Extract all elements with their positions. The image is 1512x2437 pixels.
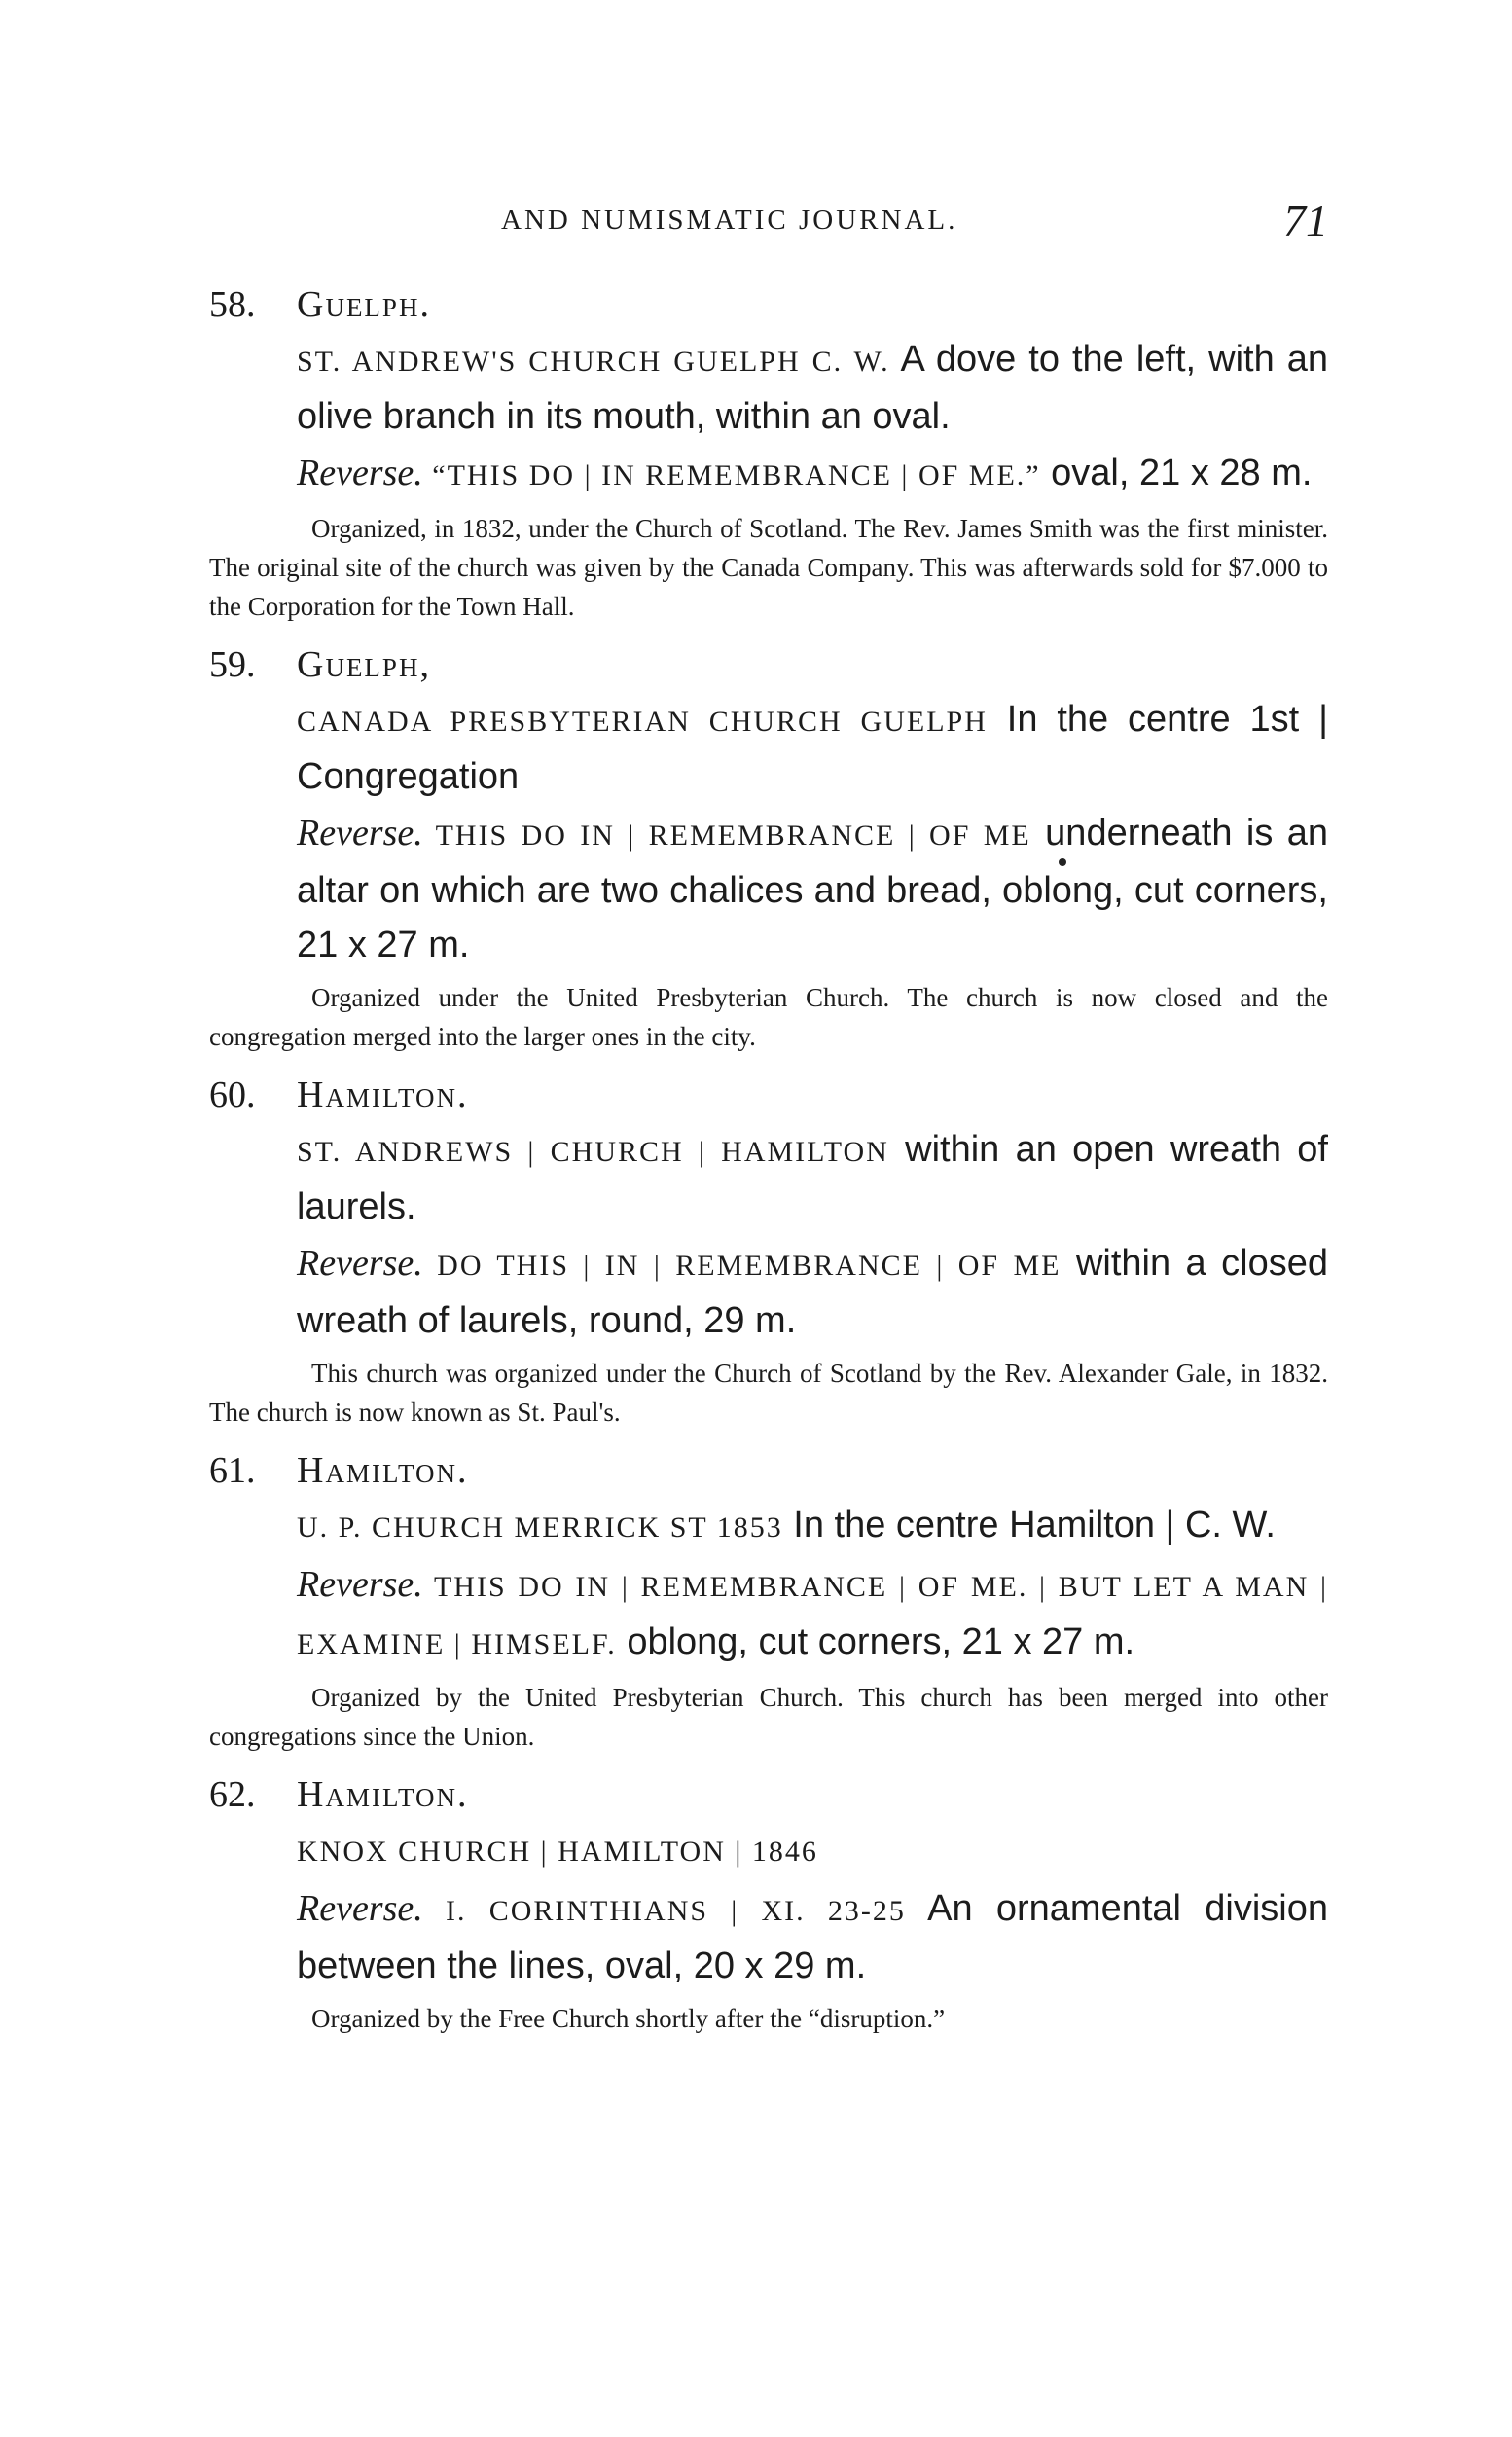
entry-62 — [209, 1767, 1328, 2038]
reverse-description — [209, 1557, 1328, 1672]
entry-heading — [209, 1068, 1328, 1122]
reverse-label: Reverse. — [297, 813, 423, 854]
entry-number: 62. — [209, 1774, 256, 1815]
reverse-legend: DO THIS | IN | REMEMBRANCE | OF ME — [422, 1250, 1062, 1282]
entry-60 — [209, 1068, 1328, 1432]
entry-place: Hamilton. — [297, 1074, 469, 1115]
obverse-text: In the centre 1st | Congregation — [297, 699, 1328, 797]
entry-note: This church was organized under the Church of Scotland by the Rev. Alexander Gale, in 1832. The church is now known as St. Paul's. — [209, 1359, 1328, 1427]
obverse-legend: ST. ANDREW'S CHURCH GUELPH C. W. — [297, 346, 890, 378]
reverse-text: An ornamental division between the lines, oval, 20 x 29 m. — [297, 1888, 1328, 1986]
obverse-legend: CANADA PRESBYTERIAN CHURCH GUELPH — [297, 706, 988, 738]
entry-number: 60. — [209, 1074, 256, 1115]
reverse-text: within a closed wreath of laurels, round, 29 m. — [297, 1243, 1328, 1341]
entry-note: Organized, in 1832, under the Church of Scotland. The Rev. James Smith was the first minister. The original site of the church was given by the Canada Company. This was afterwards sold for $7.000 to the Corporation for the Town Hall. — [209, 514, 1328, 621]
reverse-description — [209, 806, 1328, 972]
entry-heading — [209, 1443, 1328, 1498]
reverse-text: oblong, cut corners, 21 x 27 m. — [616, 1621, 1135, 1662]
obverse-text: In the centre Hamilton | C. W. — [782, 1505, 1276, 1546]
entry-heading — [209, 1767, 1328, 1822]
obverse-description — [209, 1822, 1328, 1879]
entries-list — [209, 277, 1328, 2050]
ink-speck — [1059, 858, 1066, 866]
obverse-description — [209, 1498, 1328, 1555]
reverse-description — [209, 1236, 1328, 1348]
entry-place: Guelph, — [297, 644, 431, 685]
entry-note: Organized by the United Presbyterian Church. This church has been merged into other congregations since the Union. — [209, 1683, 1328, 1751]
page-header — [209, 195, 1328, 253]
reverse-description — [209, 446, 1328, 503]
reverse-description — [209, 1881, 1328, 1993]
obverse-description — [209, 332, 1328, 444]
running-head: AND NUMISMATIC JOURNAL. — [501, 204, 958, 236]
entry-heading — [209, 637, 1328, 692]
entry-note: Organized by the Free Church shortly after the “disruption.” — [311, 2004, 946, 2033]
reverse-label: Reverse. — [297, 1888, 423, 1929]
obverse-description — [209, 692, 1328, 804]
reverse-legend: THIS DO IN | REMEMBRANCE | OF ME — [422, 819, 1031, 852]
reverse-label: Reverse. — [297, 453, 423, 493]
reverse-label: Reverse. — [297, 1564, 423, 1605]
reverse-text: underneath is an altar on which are two chalices and bread, oblong, cut corners, 21 x 27 m. — [297, 813, 1328, 965]
entry-place: Guelph. — [297, 284, 431, 325]
entry-heading — [209, 277, 1328, 332]
page-number: 71 — [1283, 196, 1328, 245]
entry-place: Hamilton. — [297, 1774, 469, 1815]
entry-61 — [209, 1443, 1328, 1756]
obverse-legend: KNOX CHURCH | HAMILTON | 1846 — [297, 1836, 818, 1868]
entry-number: 59. — [209, 644, 256, 685]
reverse-legend: I. CORINTHIANS | XI. 23-25 — [422, 1895, 906, 1927]
entry-number: 61. — [209, 1450, 256, 1491]
reverse-text: oval, 21 x 28 m. — [1040, 453, 1313, 493]
obverse-legend: ST. ANDREWS | CHURCH | HAMILTON — [297, 1136, 889, 1168]
obverse-text: A dove to the left, with an olive branch in its mouth, within an oval. — [297, 339, 1328, 437]
obverse-description — [209, 1122, 1328, 1234]
entry-note: Organized under the United Presbyterian Church. The church is now closed and the congregation merged into the larger ones in the city. — [209, 983, 1328, 1051]
reverse-label: Reverse. — [297, 1243, 423, 1284]
entry-number: 58. — [209, 284, 256, 325]
reverse-legend: “THIS DO | IN REMEMBRANCE | OF ME.” — [422, 459, 1041, 491]
reverse-legend: THIS DO IN | REMEMBRANCE | OF ME. | BUT LET A MAN | EXAMINE | HIMSELF. — [297, 1571, 1328, 1660]
obverse-text: within an open wreath of laurels. — [297, 1129, 1328, 1227]
entry-58 — [209, 277, 1328, 626]
entry-place: Hamilton. — [297, 1450, 469, 1491]
obverse-legend: U. P. CHURCH MERRICK ST 1853 — [297, 1511, 783, 1544]
entry-59 — [209, 637, 1328, 1056]
